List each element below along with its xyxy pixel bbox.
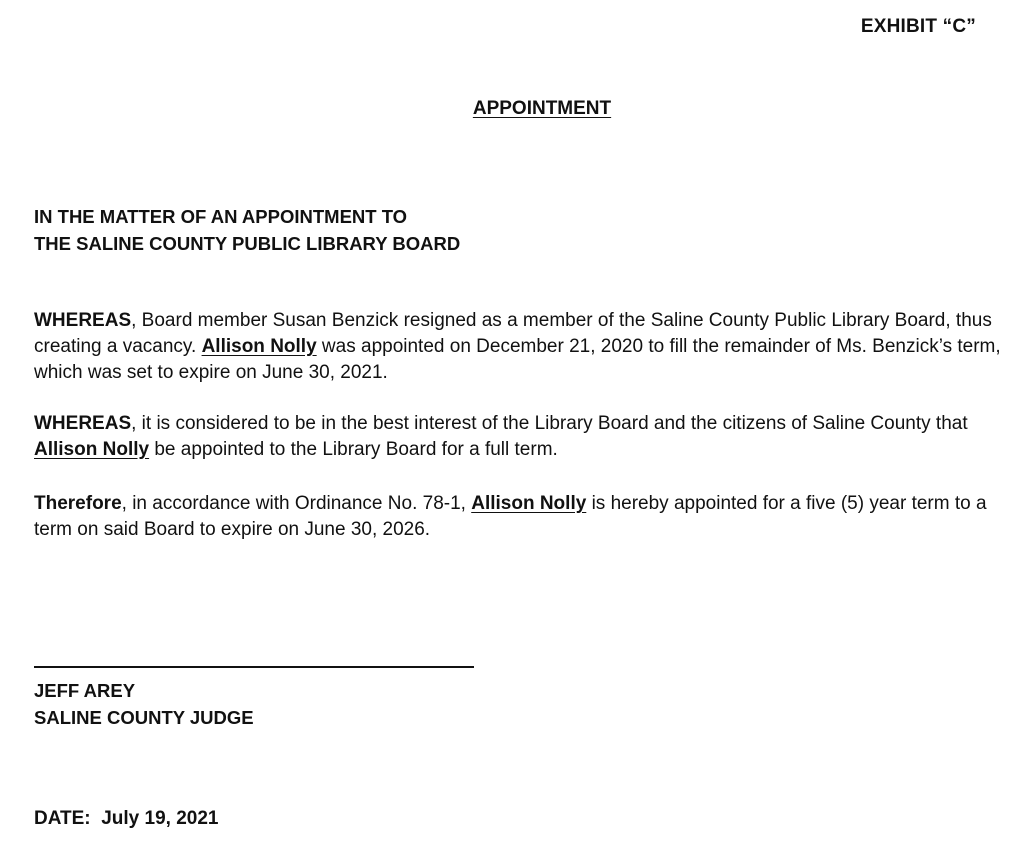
paragraph-text: , in accordance with Ordinance No. 78-1, (121, 493, 472, 514)
paragraph-text: , it is considered to be in the best interest of the Library Board and the citizens of Saline County that (131, 413, 968, 434)
matter-line-1: IN THE MATTER OF AN APPOINTMENT TO (34, 206, 408, 227)
date-value: July 19, 2021 (101, 808, 219, 829)
matter-heading (34, 203, 460, 257)
signer-name: JEFF AREY (34, 680, 136, 701)
signer-title: SALINE COUNTY JUDGE (34, 707, 254, 728)
paragraph-text: was appointed on December 21, 2020 to fill the remainder of Ms. Benzick’s term, which was set to expire on June 30, 2021. (34, 336, 1001, 383)
whereas-paragraph-2 (34, 411, 1018, 463)
whereas-paragraph-1 (34, 308, 1018, 386)
matter-line-2: THE SALINE COUNTY PUBLIC LIBRARY BOARD (34, 233, 461, 254)
paragraph-lead: WHEREAS (34, 310, 132, 331)
paragraph-lead: WHEREAS (34, 413, 132, 434)
appointee-name: Allison Nolly (201, 336, 317, 357)
date-line (34, 808, 218, 830)
paragraph-lead: Therefore (34, 493, 122, 514)
signature-line (34, 666, 474, 668)
therefore-paragraph (34, 491, 1018, 543)
signer-block (34, 677, 254, 731)
date-label: DATE: (34, 808, 91, 829)
document-title: APPOINTMENT (472, 98, 612, 119)
paragraph-text: is hereby appointed for a five (5) year term to a term on said Board to expire on June 30, 2026. (34, 493, 987, 540)
paragraph-text: , Board member Susan Benzick resigned as a member of the Saline County Public Library Board, thus creating a vacancy. (34, 310, 992, 357)
appointee-name: Allison Nolly (34, 439, 150, 460)
exhibit-label: EXHIBIT “C” (860, 16, 976, 37)
appointee-name: Allison Nolly (471, 493, 587, 514)
paragraph-text: be appointed to the Library Board for a full term. (149, 439, 558, 460)
